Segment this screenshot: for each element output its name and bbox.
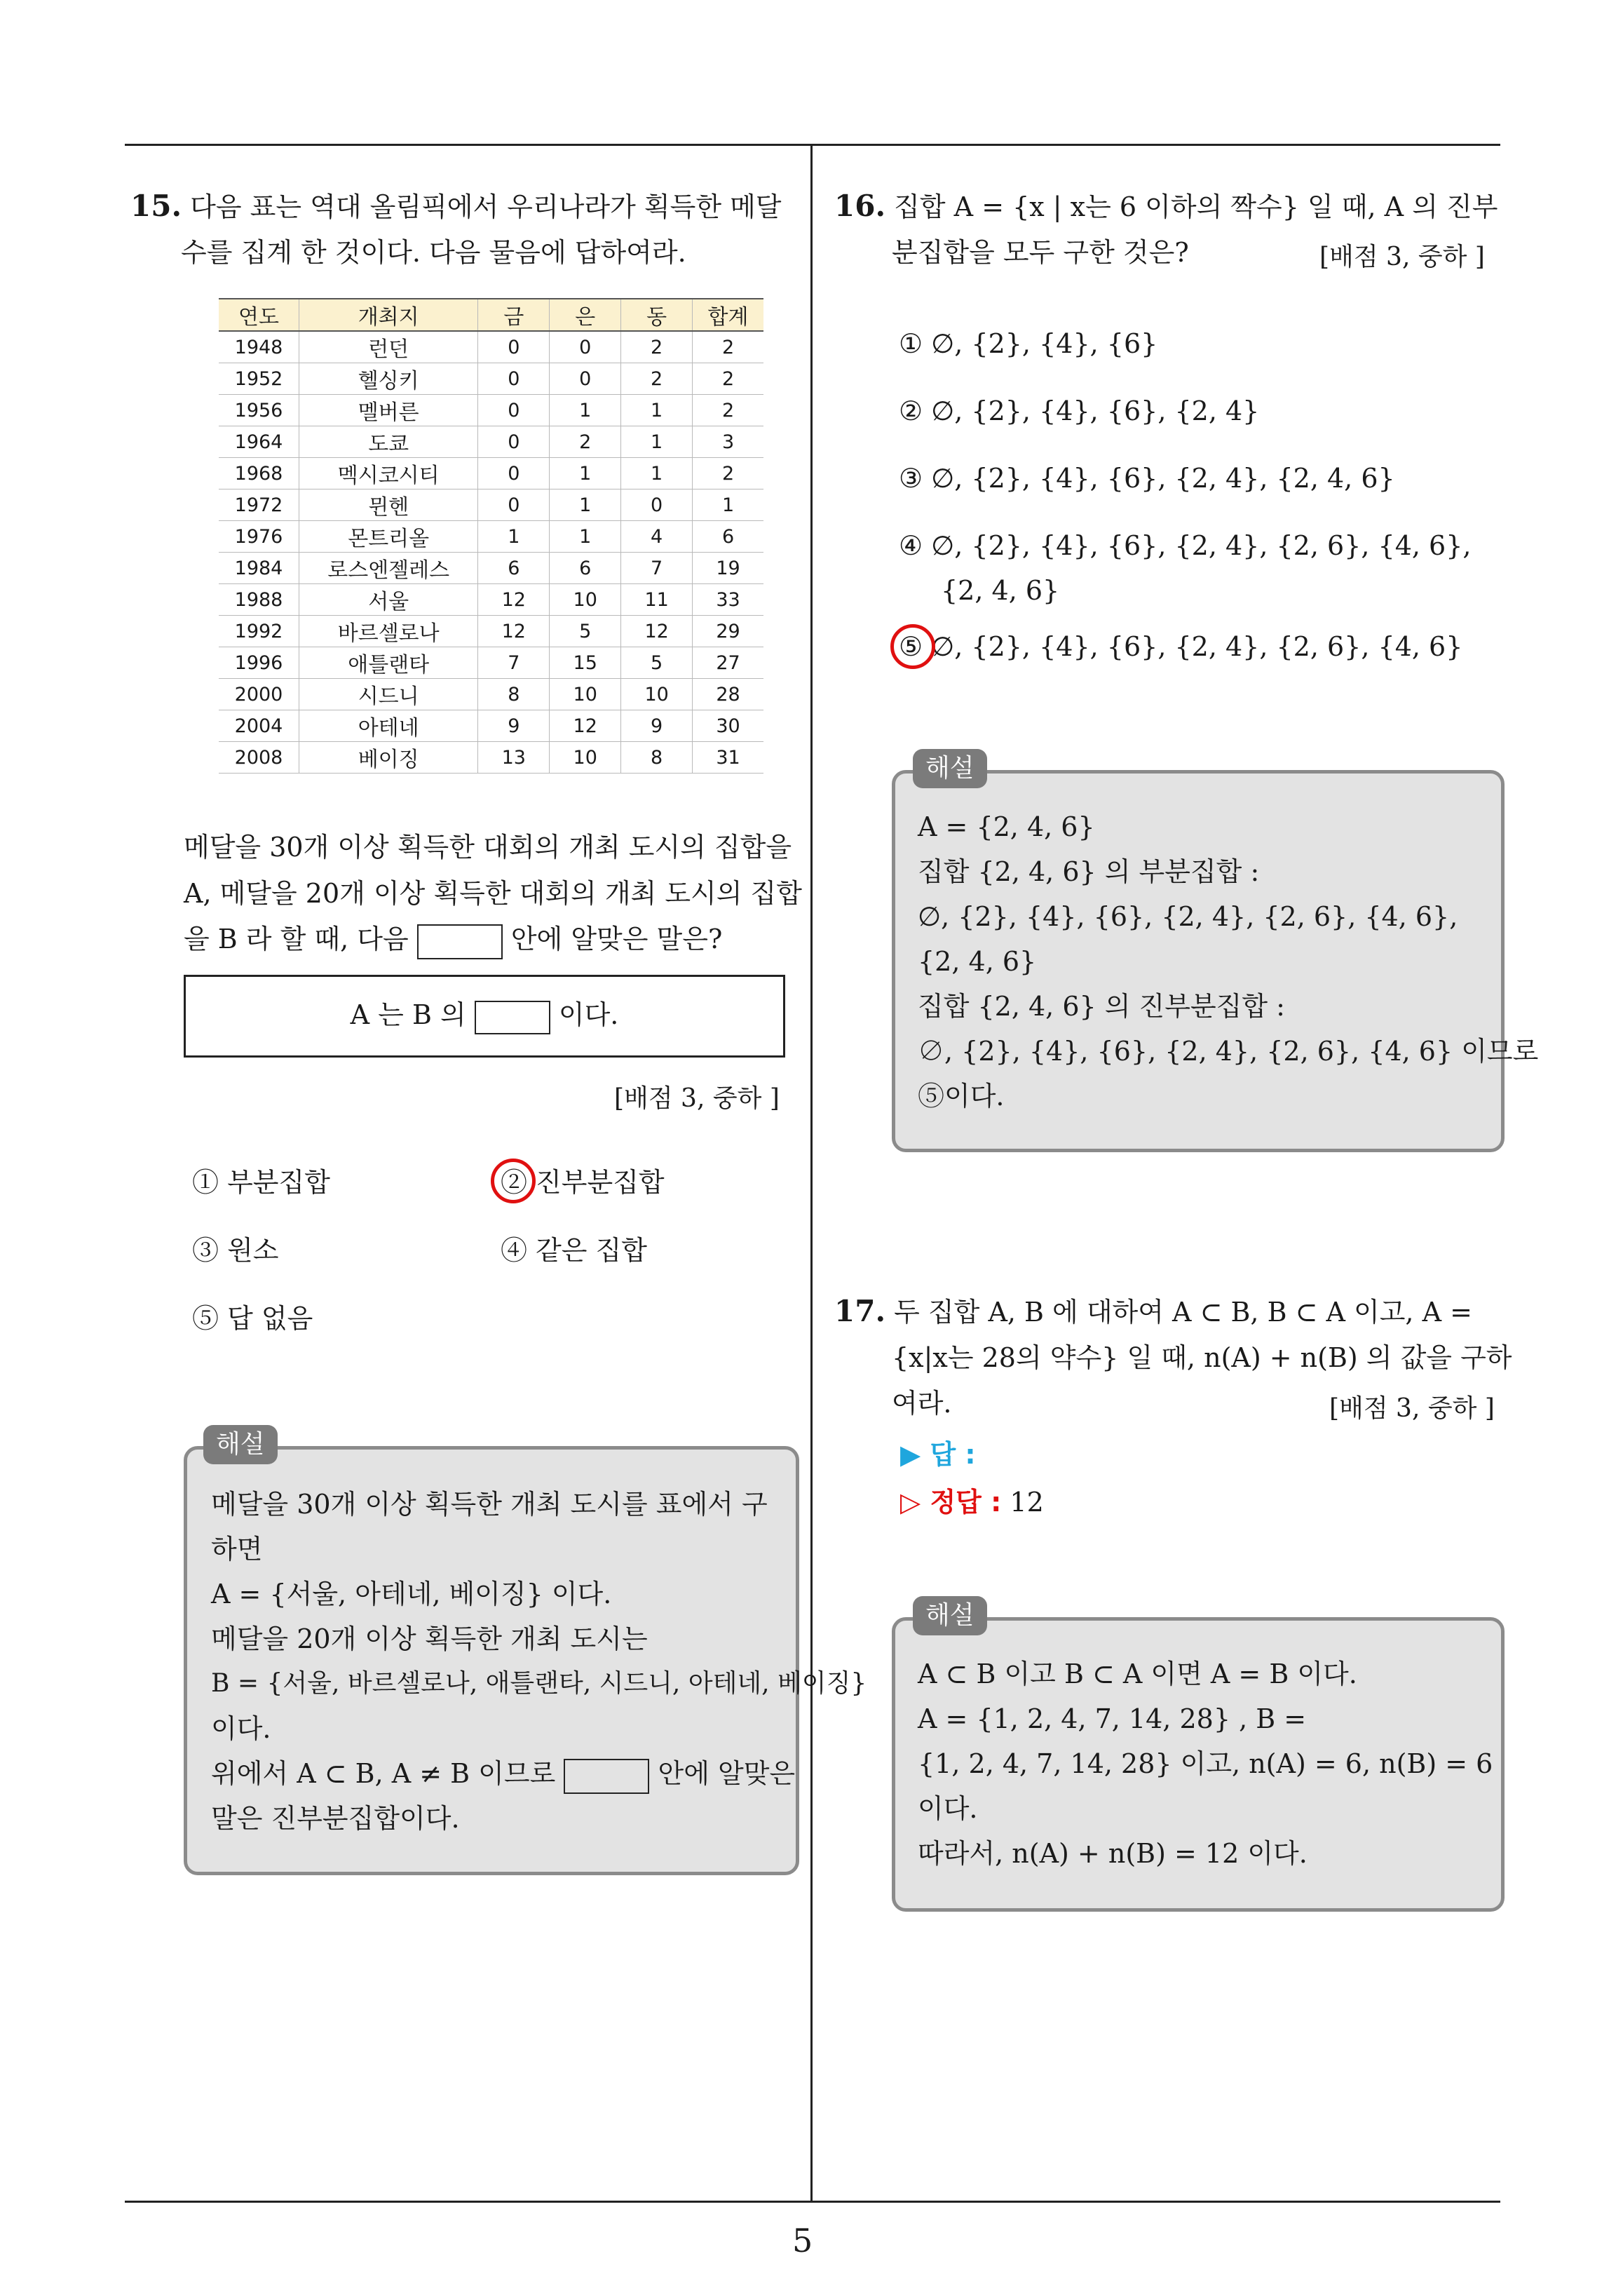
- table-cell: 5: [550, 616, 621, 647]
- table-cell: 2: [621, 363, 693, 395]
- table-cell: 아테네: [299, 710, 478, 742]
- table-cell: 1984: [219, 553, 299, 584]
- q17-explain-line-2: A = {1, 2, 4, 7, 14, 28} , B =: [918, 1703, 1307, 1734]
- table-cell: 15: [550, 647, 621, 679]
- blank-box-statement: [475, 1001, 550, 1034]
- q15-sub-line3-b: 안에 알맞은 말은?: [510, 924, 723, 954]
- q17-number: 17.: [834, 1294, 886, 1328]
- q17-score: [배점 3, 중하 ]: [1329, 1394, 1495, 1423]
- table-cell: 도쿄: [299, 426, 478, 458]
- q17-text-line3: 여라.: [892, 1388, 952, 1419]
- q16-number: 16.: [834, 189, 886, 223]
- table-cell: 12: [478, 584, 550, 616]
- table-row: [219, 331, 763, 363]
- q15-explain-line-7: [211, 1755, 795, 1794]
- table-cell: 11: [621, 584, 693, 616]
- table-cell: 1992: [219, 616, 299, 647]
- table-cell: 베이징: [299, 742, 478, 774]
- q15-explain-line-3: A = {서울, 아테네, 베이징} 이다.: [211, 1579, 612, 1609]
- q15-answer-circle: [491, 1159, 536, 1203]
- table-cell: 1: [621, 426, 693, 458]
- page-number: 5: [792, 2222, 813, 2260]
- table-cell: 런던: [299, 331, 478, 363]
- q17-correct-line: [900, 1484, 1044, 1520]
- table-cell: 1968: [219, 458, 299, 489]
- table-cell: 12: [621, 616, 693, 647]
- table-row: [219, 363, 763, 395]
- table-cell: 13: [478, 742, 550, 774]
- table-cell: 19: [693, 553, 763, 584]
- q16-choice-1[interactable]: ① ∅, {2}, {4}, {6}: [899, 328, 1158, 359]
- table-cell: 0: [550, 331, 621, 363]
- column-divider: [810, 144, 813, 2202]
- table-cell: 2008: [219, 742, 299, 774]
- table-row: [219, 426, 763, 458]
- table-cell: 10: [550, 584, 621, 616]
- table-row: [219, 489, 763, 521]
- table-cell: 2: [550, 426, 621, 458]
- table-cell: 시드니: [299, 679, 478, 710]
- q17-explain-line-3: {1, 2, 4, 7, 14, 28} 이고, n(A) = 6, n(B) = 6: [918, 1748, 1493, 1779]
- medal-table: [219, 298, 763, 774]
- table-cell: 12: [550, 710, 621, 742]
- blank-box: [417, 924, 503, 959]
- table-cell: 헬싱키: [299, 363, 478, 395]
- table-cell: 3: [693, 426, 763, 458]
- table-cell: 10: [550, 679, 621, 710]
- table-cell: 7: [621, 553, 693, 584]
- table-cell: 2004: [219, 710, 299, 742]
- blank-box-explain: [564, 1759, 649, 1794]
- table-cell: 28: [693, 679, 763, 710]
- table-cell: 9: [621, 710, 693, 742]
- table-cell: 7: [478, 647, 550, 679]
- medal-table-header-2: 금: [478, 299, 550, 331]
- table-cell: 27: [693, 647, 763, 679]
- q15-text-line2: 수를 집계 한 것이다. 다음 물음에 답하여라.: [181, 237, 686, 268]
- table-cell: 1: [550, 395, 621, 426]
- table-cell: 2000: [219, 679, 299, 710]
- table-cell: 10: [550, 742, 621, 774]
- q16-explanation-box: [892, 770, 1539, 1152]
- q16-explain-line-5: 집합 {2, 4, 6} 의 진부분집합 :: [918, 991, 1285, 1022]
- q16-choice-3[interactable]: ③ ∅, {2}, {4}, {6}, {2, 4}, {2, 4, 6}: [899, 463, 1395, 494]
- table-cell: 1956: [219, 395, 299, 426]
- top-rule: [125, 144, 1500, 146]
- q15-sub-line3: [184, 921, 722, 959]
- table-cell: 33: [693, 584, 763, 616]
- table-cell: 멕시코시티: [299, 458, 478, 489]
- q16-explain-line-2: 집합 {2, 4, 6} 의 부분집합 :: [918, 856, 1260, 887]
- medal-table-header-3: 은: [550, 299, 621, 331]
- medal-table-header-5: 합계: [693, 299, 763, 331]
- table-cell: 멜버른: [299, 395, 478, 426]
- q15-statement: [186, 997, 783, 1034]
- table-cell: 1: [621, 395, 693, 426]
- table-cell: 2: [693, 395, 763, 426]
- q15-explain-last-b: 안에 알맞은: [658, 1758, 796, 1789]
- table-cell: 10: [621, 679, 693, 710]
- q15-explain-line-6: 이다.: [211, 1713, 271, 1744]
- table-cell: 뮌헨: [299, 489, 478, 521]
- q17-text-line2: {x|x는 28의 약수} 일 때, n(A) + n(B) 의 값을 구하: [892, 1342, 1512, 1373]
- table-row: [219, 616, 763, 647]
- q16-text-line1: 집합 A = {x | x는 6 이하의 짝수} 일 때, A 의 진부: [894, 191, 1498, 222]
- table-cell: 1976: [219, 521, 299, 553]
- q15-header: [130, 188, 782, 225]
- table-row: [219, 742, 763, 774]
- q16-header: [834, 188, 1498, 225]
- q16-explain-line-1: A = {2, 4, 6}: [918, 811, 1095, 842]
- table-cell: 1964: [219, 426, 299, 458]
- table-cell: 29: [693, 616, 763, 647]
- q16-score: [배점 3, 중하 ]: [1319, 243, 1485, 271]
- table-row: [219, 647, 763, 679]
- table-cell: 1952: [219, 363, 299, 395]
- table-cell: 9: [478, 710, 550, 742]
- table-cell: 12: [478, 616, 550, 647]
- table-cell: 1: [693, 489, 763, 521]
- q15-statement-box: [184, 975, 785, 1058]
- table-cell: 1996: [219, 647, 299, 679]
- table-cell: 2: [693, 458, 763, 489]
- table-row: [219, 553, 763, 584]
- table-row: [219, 679, 763, 710]
- table-cell: 0: [478, 363, 550, 395]
- medal-table-header-row: [219, 299, 763, 331]
- q15-choice-2[interactable]: ② 진부분집합: [501, 1167, 665, 1198]
- table-cell: 2: [621, 331, 693, 363]
- table-row: [219, 584, 763, 616]
- table-row: [219, 458, 763, 489]
- table-cell: 1: [550, 489, 621, 521]
- q16-choice-2[interactable]: ② ∅, {2}, {4}, {6}, {2, 4}: [899, 396, 1260, 426]
- q17-correct-label: ▷ 정답 :: [900, 1487, 1002, 1518]
- table-cell: 로스엔젤레스: [299, 553, 478, 584]
- medal-table-header-4: 동: [621, 299, 693, 331]
- q15-text-line1: 다음 표는 역대 올림픽에서 우리나라가 획득한 메달: [190, 191, 782, 222]
- table-cell: 6: [478, 553, 550, 584]
- q16-explain-line-3: ∅, {2}, {4}, {6}, {2, 4}, {2, 6}, {4, 6},: [918, 901, 1458, 932]
- q15-explain-line-5: B = {서울, 바르셀로나, 애틀랜타, 시드니, 아테네, 베이징}: [211, 1669, 867, 1698]
- medal-table-header-1: 개최지: [299, 299, 478, 331]
- table-cell: 6: [693, 521, 763, 553]
- q17-header: [834, 1293, 1472, 1330]
- table-cell: 0: [478, 331, 550, 363]
- q16-choice-5[interactable]: ⑤ ∅, {2}, {4}, {6}, {2, 4}, {2, 6}, {4, 6}: [899, 631, 1463, 662]
- q17-explanation-box: [892, 1617, 1505, 1912]
- table-cell: 2: [693, 363, 763, 395]
- q15-score: [배점 3, 중하 ]: [614, 1084, 780, 1113]
- table-cell: 5: [621, 647, 693, 679]
- table-row: [219, 395, 763, 426]
- q15-number: 15.: [130, 189, 182, 223]
- q15-choice-1[interactable]: ① 부분집합: [192, 1167, 330, 1198]
- q15-choice-4[interactable]: ④ 같은 집합: [501, 1235, 647, 1266]
- q15-choice-5[interactable]: ⑤ 답 없음: [192, 1303, 313, 1334]
- table-cell: 0: [478, 458, 550, 489]
- table-cell: 8: [621, 742, 693, 774]
- q15-explain-last-a: 위에서 A ⊂ B, A ≠ B 이므로: [211, 1758, 556, 1789]
- table-cell: 1948: [219, 331, 299, 363]
- q15-explain-line-4: 메달을 20개 이상 획득한 개최 도시는: [211, 1623, 648, 1654]
- q17-explain-tag: 해설: [913, 1596, 987, 1635]
- table-cell: 1972: [219, 489, 299, 521]
- q16-choice-4[interactable]: ④ ∅, {2}, {4}, {6}, {2, 4}, {2, 6}, {4, 6},: [899, 530, 1472, 561]
- q16-answer-circle: [890, 624, 935, 669]
- bottom-rule: [125, 2201, 1500, 2203]
- table-row: [219, 521, 763, 553]
- q16-choice-4-cont: {2, 4, 6}: [941, 575, 1060, 606]
- table-cell: 6: [550, 553, 621, 584]
- q16-explain-line-6: ∅, {2}, {4}, {6}, {2, 4}, {2, 6}, {4, 6} 이므로: [918, 1036, 1539, 1067]
- q15-sub-line1: 메달을 30개 이상 획득한 대회의 개최 도시의 집합을: [184, 832, 792, 863]
- q15-sub-line3-a: 을 B 라 할 때, 다음: [184, 924, 409, 954]
- q17-explain-line-5: 따라서, n(A) + n(B) = 12 이다.: [918, 1838, 1308, 1869]
- q15-box-a: A 는 B 의: [350, 999, 466, 1030]
- table-cell: 1: [621, 458, 693, 489]
- table-row: [219, 710, 763, 742]
- table-cell: 0: [478, 489, 550, 521]
- table-cell: 1: [550, 458, 621, 489]
- q16-explain-line-7: ⑤이다.: [918, 1081, 1005, 1112]
- q16-text-line2: 분집합을 모두 구한 것은?: [892, 237, 1189, 268]
- table-cell: 0: [550, 363, 621, 395]
- table-cell: 서울: [299, 584, 478, 616]
- q15-explain-line-1: 메달을 30개 이상 획득한 개최 도시를 표에서 구: [211, 1489, 768, 1520]
- table-cell: 0: [621, 489, 693, 521]
- table-cell: 4: [621, 521, 693, 553]
- table-cell: 0: [478, 395, 550, 426]
- table-cell: 8: [478, 679, 550, 710]
- medal-table-header-0: 연도: [219, 299, 299, 331]
- table-cell: 30: [693, 710, 763, 742]
- q15-explain-tag: 해설: [203, 1425, 278, 1464]
- q15-choice-3[interactable]: ③ 원소: [192, 1235, 279, 1266]
- q17-answer-label: ▶ 답 :: [900, 1439, 976, 1470]
- table-cell: 0: [478, 426, 550, 458]
- table-cell: 바르셀로나: [299, 616, 478, 647]
- table-cell: 31: [693, 742, 763, 774]
- table-cell: 1: [478, 521, 550, 553]
- q16-explain-tag: 해설: [913, 749, 987, 788]
- table-cell: 몬트리올: [299, 521, 478, 553]
- q15-box-b: 이다.: [558, 999, 619, 1030]
- table-cell: 1988: [219, 584, 299, 616]
- table-cell: 1: [550, 521, 621, 553]
- q17-text-line1: 두 집합 A, B 에 대하여 A ⊂ B, B ⊂ A 이고, A =: [894, 1297, 1472, 1328]
- q15-explanation-box: [184, 1446, 867, 1875]
- q15-sub-line2: A, 메달을 20개 이상 획득한 대회의 개최 도시의 집합: [184, 878, 802, 909]
- table-cell: 애틀랜타: [299, 647, 478, 679]
- q15-explain-line-8: 말은 진부분집합이다.: [211, 1803, 460, 1834]
- q17-explain-line-1: A ⊂ B 이고 B ⊂ A 이면 A = B 이다.: [918, 1659, 1357, 1689]
- q15-explain-line-2: 하면: [211, 1534, 263, 1565]
- q16-explain-line-4: {2, 4, 6}: [918, 946, 1037, 977]
- q17-correct-value: 12: [1010, 1487, 1044, 1518]
- table-cell: 2: [693, 331, 763, 363]
- q17-explain-line-4: 이다.: [918, 1793, 978, 1824]
